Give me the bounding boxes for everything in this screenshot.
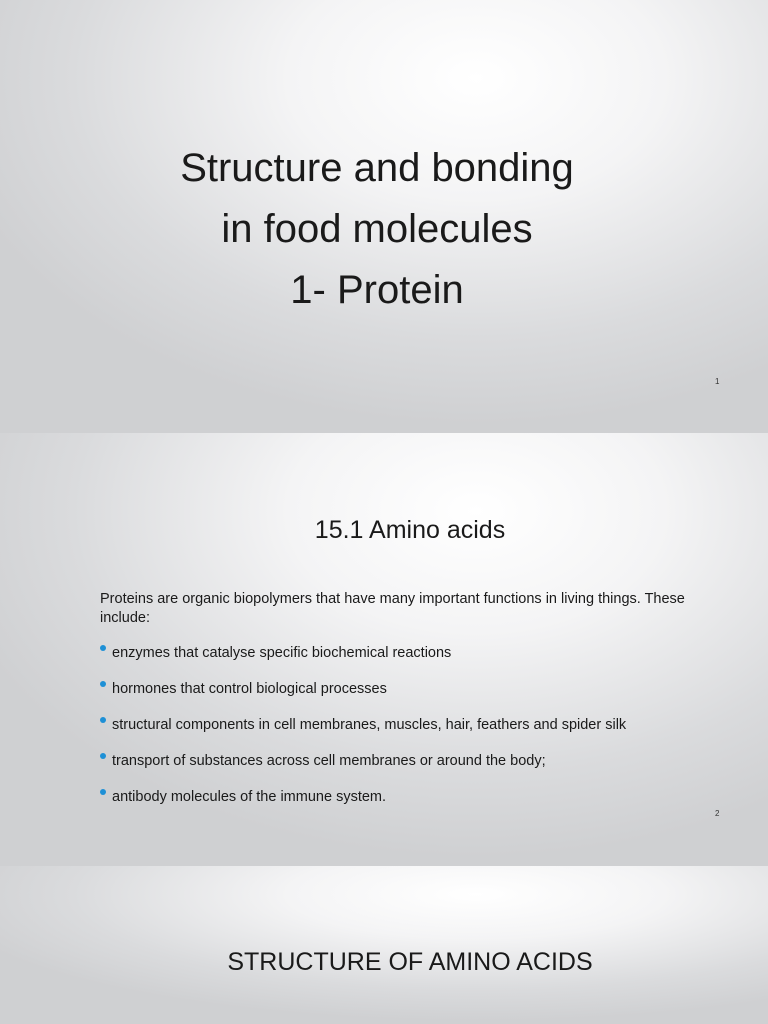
bullet-text: structural components in cell membranes, muscles, hair, feathers and spider silk — [112, 717, 627, 733]
bullet-icon — [100, 753, 106, 759]
title-line-2: in food molecules — [221, 207, 533, 251]
slide-1-number: 1 — [715, 377, 720, 386]
bullet-icon — [100, 789, 106, 795]
bullet-text: hormones that control biological processes — [112, 681, 387, 697]
title-line-3: 1- Protein — [290, 268, 464, 312]
list-item — [100, 679, 730, 715]
bullet-text: enzymes that catalyse specific biochemical reactions — [112, 645, 452, 661]
slide-1 — [0, 0, 768, 433]
bullet-list — [100, 643, 730, 823]
title-line-1: Structure and bonding — [180, 146, 574, 190]
slide-3-heading: STRUCTURE OF AMINO ACIDS — [227, 948, 593, 976]
slide-2-number: 2 — [715, 809, 720, 818]
slide-2-intro: Proteins are organic biopolymers that have many important functions in living things. These include: — [100, 591, 685, 626]
slide-1-title — [60, 138, 694, 321]
bullet-text: antibody molecules of the immune system. — [112, 789, 387, 805]
bullet-icon — [100, 681, 106, 687]
bullet-text: transport of substances across cell membranes or around the body; — [112, 753, 546, 769]
slide-3 — [0, 866, 768, 1024]
slide-2 — [0, 433, 768, 866]
slide-2-heading: 15.1 Amino acids — [314, 516, 506, 544]
list-item — [100, 715, 730, 751]
bullet-icon — [100, 717, 106, 723]
list-item — [100, 751, 730, 787]
bullet-icon — [100, 645, 106, 651]
list-item — [100, 787, 730, 823]
list-item — [100, 643, 730, 679]
